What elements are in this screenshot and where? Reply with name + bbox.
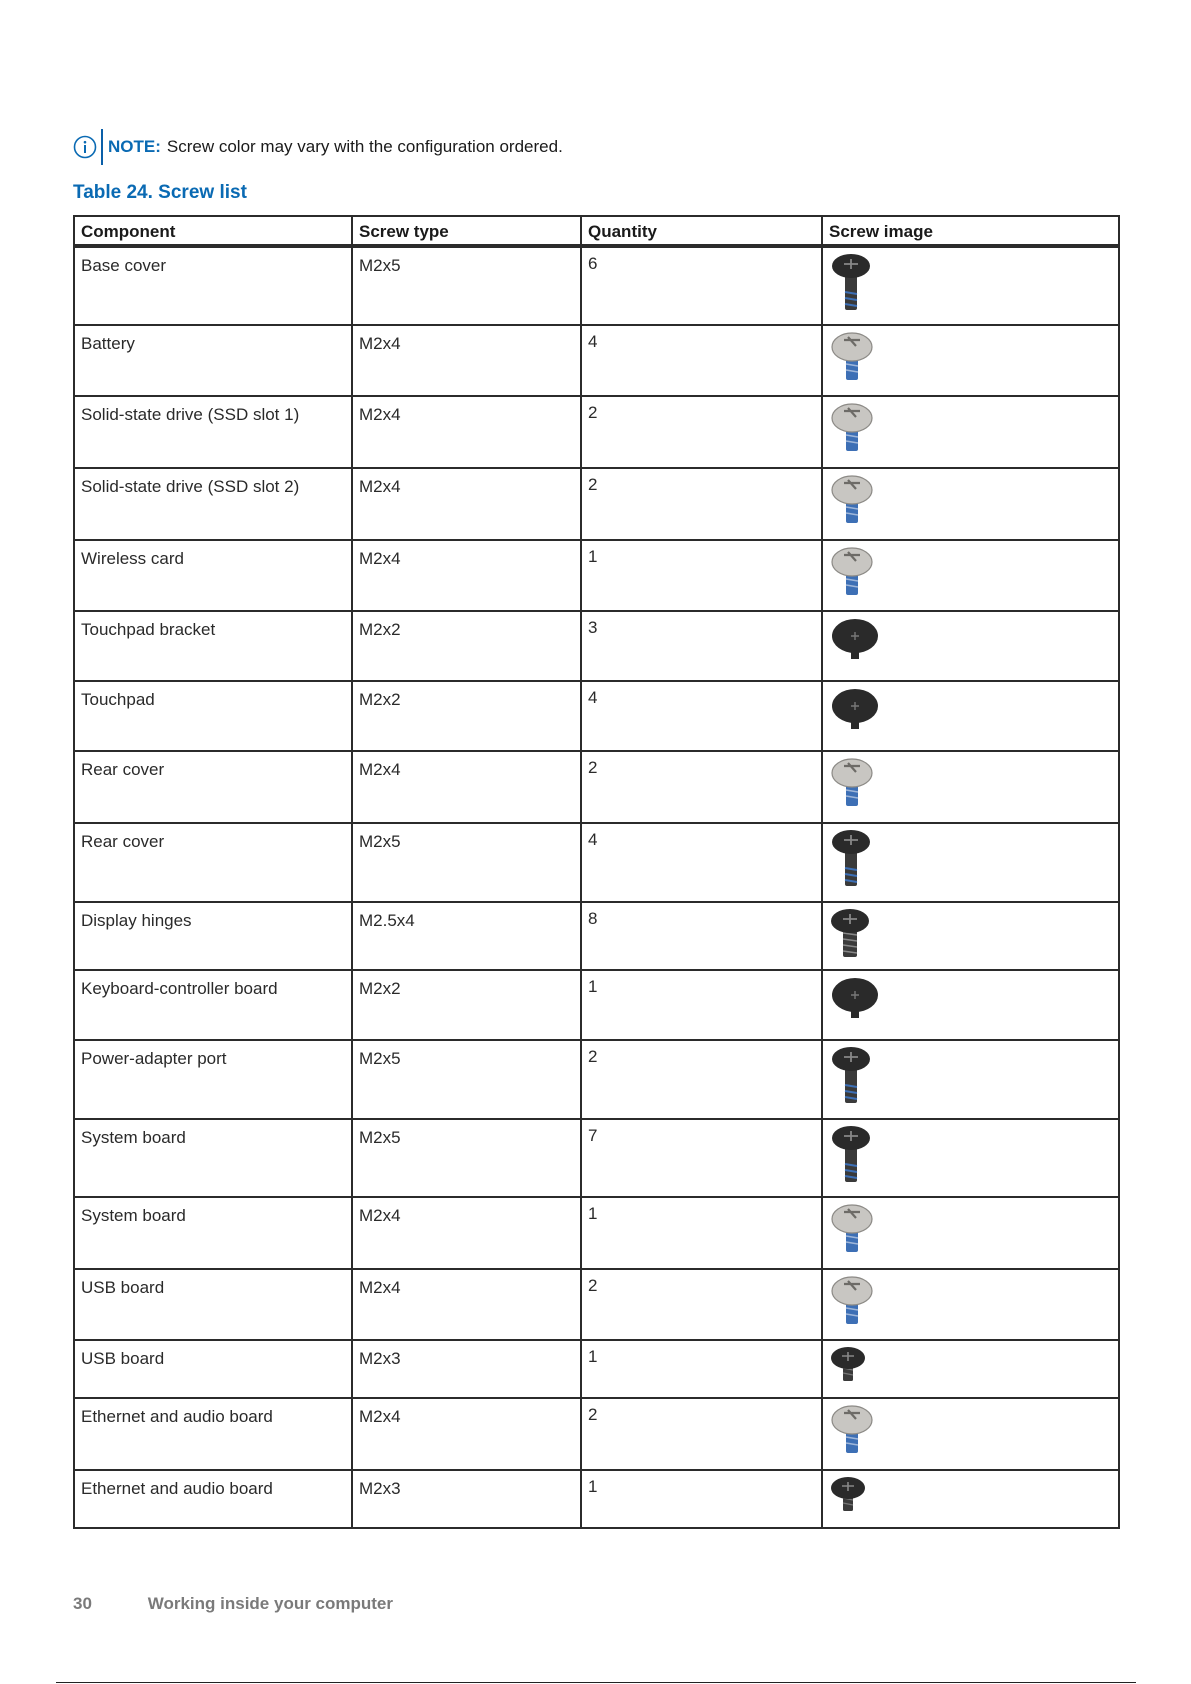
cell-quantity: 2 [581, 396, 822, 468]
cell-screw-image [822, 325, 1119, 396]
cell-screw-image [822, 751, 1119, 823]
table-row [74, 246, 1119, 325]
cell-quantity: 2 [581, 468, 822, 540]
cell-screw-image [822, 681, 1119, 751]
cell-component: Wireless card [74, 540, 352, 611]
silver-screw-icon [829, 1403, 1112, 1459]
table-row [74, 325, 1119, 396]
silver-screw-icon [829, 756, 1112, 812]
black-screw-long-icon [829, 828, 1112, 892]
cell-quantity: 2 [581, 1040, 822, 1119]
table-row [74, 681, 1119, 751]
cell-quantity: 4 [581, 823, 822, 902]
page-number: 30 [73, 1594, 92, 1613]
info-icon [73, 135, 97, 159]
black-wafer-screw-icon [829, 686, 1112, 734]
cell-component: System board [74, 1197, 352, 1269]
table-header-row [74, 216, 1119, 246]
cell-screw-type: M2x4 [352, 540, 581, 611]
table-row [74, 540, 1119, 611]
cell-component: Ethernet and audio board [74, 1398, 352, 1470]
table-row [74, 1269, 1119, 1340]
table-row [74, 1040, 1119, 1119]
silver-screw-icon [829, 1202, 1112, 1258]
footer-rule [56, 1682, 1136, 1683]
cell-screw-image [822, 396, 1119, 468]
table-row [74, 1340, 1119, 1398]
cell-screw-type: M2x4 [352, 1269, 581, 1340]
cell-screw-image [822, 246, 1119, 325]
black-wafer-screw-icon [829, 975, 1112, 1023]
silver-screw-icon [829, 545, 1112, 601]
header-component: Component [74, 216, 352, 246]
cell-component: USB board [74, 1269, 352, 1340]
black-screw-long-icon [829, 252, 1112, 316]
cell-quantity: 4 [581, 325, 822, 396]
cell-quantity: 7 [581, 1119, 822, 1197]
black-screw-long-icon [829, 1124, 1112, 1188]
cell-quantity: 1 [581, 1470, 822, 1528]
cell-screw-type: M2x5 [352, 1119, 581, 1197]
table-row [74, 1197, 1119, 1269]
cell-quantity: 3 [581, 611, 822, 681]
note-divider [101, 129, 103, 165]
page-footer [73, 1594, 393, 1614]
cell-screw-type: M2x4 [352, 468, 581, 540]
cell-component: Solid-state drive (SSD slot 2) [74, 468, 352, 540]
cell-screw-type: M2x2 [352, 681, 581, 751]
note-label: NOTE: [108, 137, 161, 156]
cell-component: Rear cover [74, 751, 352, 823]
table-row [74, 1470, 1119, 1528]
cell-screw-image [822, 1340, 1119, 1398]
cell-screw-type: M2x2 [352, 970, 581, 1040]
cell-quantity: 6 [581, 246, 822, 325]
section-title: Working inside your computer [147, 1594, 394, 1613]
silver-screw-icon [829, 330, 1112, 386]
cell-screw-type: M2x4 [352, 325, 581, 396]
header-quantity: Quantity [581, 216, 822, 246]
cell-component: USB board [74, 1340, 352, 1398]
cell-screw-type: M2x4 [352, 396, 581, 468]
cell-screw-image [822, 1398, 1119, 1470]
table-row [74, 396, 1119, 468]
cell-screw-type: M2x3 [352, 1470, 581, 1528]
cell-quantity: 2 [581, 1398, 822, 1470]
table-row [74, 1119, 1119, 1197]
header-screw-image: Screw image [822, 216, 1119, 246]
cell-quantity: 1 [581, 1197, 822, 1269]
black-screw-short-icon [829, 1345, 1112, 1387]
cell-component: System board [74, 1119, 352, 1197]
cell-screw-type: M2.5x4 [352, 902, 581, 970]
cell-screw-image [822, 1470, 1119, 1528]
screw-list-table [73, 215, 1120, 1529]
cell-screw-image [822, 1119, 1119, 1197]
cell-quantity: 2 [581, 751, 822, 823]
cell-screw-image [822, 823, 1119, 902]
cell-component: Base cover [74, 246, 352, 325]
table-row [74, 751, 1119, 823]
note-text: Screw color may vary with the configuration ordered. [166, 137, 563, 156]
black-wafer-screw-icon [829, 616, 1112, 664]
cell-component: Touchpad bracket [74, 611, 352, 681]
cell-screw-type: M2x5 [352, 246, 581, 325]
cell-screw-type: M2x4 [352, 751, 581, 823]
cell-quantity: 1 [581, 540, 822, 611]
cell-component: Ethernet and audio board [74, 1470, 352, 1528]
cell-screw-image [822, 1197, 1119, 1269]
table-caption: Table 24. Screw list [73, 182, 247, 203]
cell-screw-type: M2x3 [352, 1340, 581, 1398]
cell-component: Power-adapter port [74, 1040, 352, 1119]
silver-screw-icon [829, 473, 1112, 529]
cell-quantity: 8 [581, 902, 822, 970]
cell-screw-image [822, 468, 1119, 540]
cell-quantity: 4 [581, 681, 822, 751]
cell-component: Rear cover [74, 823, 352, 902]
cell-screw-image [822, 611, 1119, 681]
cell-quantity: 1 [581, 970, 822, 1040]
cell-component: Display hinges [74, 902, 352, 970]
cell-screw-type: M2x4 [352, 1197, 581, 1269]
black-screw-hinge-icon [829, 907, 1112, 963]
cell-screw-image [822, 902, 1119, 970]
cell-component: Touchpad [74, 681, 352, 751]
table-body [74, 246, 1119, 1528]
black-screw-long-icon [829, 1045, 1112, 1109]
table-row [74, 902, 1119, 970]
silver-screw-icon [829, 1274, 1112, 1330]
silver-screw-icon [829, 401, 1112, 457]
table-row [74, 970, 1119, 1040]
note-callout [73, 129, 563, 165]
cell-screw-type: M2x2 [352, 611, 581, 681]
cell-quantity: 1 [581, 1340, 822, 1398]
cell-component: Battery [74, 325, 352, 396]
cell-component: Solid-state drive (SSD slot 1) [74, 396, 352, 468]
table-row [74, 823, 1119, 902]
header-screw-type: Screw type [352, 216, 581, 246]
cell-screw-image [822, 970, 1119, 1040]
table-row [74, 468, 1119, 540]
cell-quantity: 2 [581, 1269, 822, 1340]
cell-screw-image [822, 540, 1119, 611]
cell-screw-image [822, 1040, 1119, 1119]
table-row [74, 1398, 1119, 1470]
cell-screw-type: M2x4 [352, 1398, 581, 1470]
cell-component: Keyboard-controller board [74, 970, 352, 1040]
cell-screw-image [822, 1269, 1119, 1340]
cell-screw-type: M2x5 [352, 823, 581, 902]
cell-screw-type: M2x5 [352, 1040, 581, 1119]
black-screw-short-icon [829, 1475, 1112, 1517]
table-row [74, 611, 1119, 681]
